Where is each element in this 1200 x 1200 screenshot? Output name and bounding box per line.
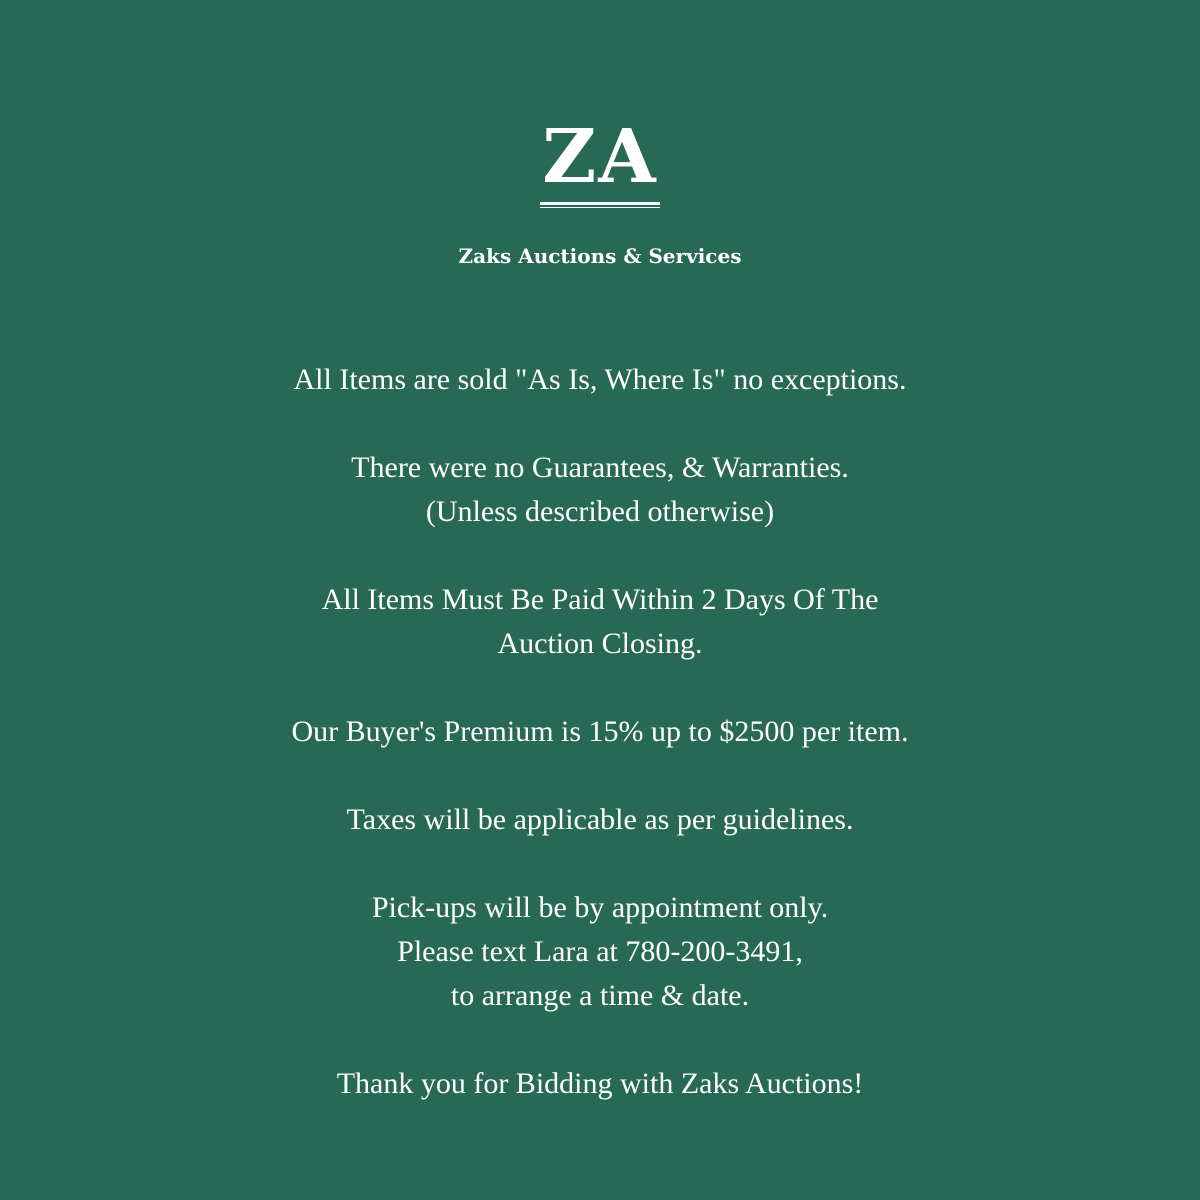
terms-list	[100, 358, 1100, 1150]
term-buyers-premium	[100, 710, 1100, 754]
logo-underline-thin	[540, 207, 660, 208]
term-no-guarantees	[100, 446, 1100, 534]
term-line: Our Buyer's Premium is 15% up to $2500 per item.	[291, 715, 909, 748]
logo-underline	[540, 202, 660, 205]
term-taxes	[100, 798, 1100, 842]
term-line: Please text Lara at 780-200-3491,	[397, 935, 803, 968]
term-line: Thank you for Bidding with Zaks Auctions!	[336, 1067, 864, 1100]
term-line: All Items Must Be Paid Within 2 Days Of The	[321, 583, 879, 616]
logo	[0, 114, 1200, 208]
company-name: Zaks Auctions & Services	[458, 244, 742, 268]
term-line: Taxes will be applicable as per guidelines.	[346, 803, 854, 836]
term-line: to arrange a time & date.	[450, 979, 750, 1012]
term-line: All Items are sold "As Is, Where Is" no exceptions.	[293, 363, 907, 396]
term-line: Auction Closing.	[497, 627, 703, 660]
term-line: There were no Guarantees, & Warranties.	[351, 451, 849, 484]
term-line: Pick-ups will be by appointment only.	[371, 891, 829, 924]
logo-mark: ZA	[542, 114, 658, 200]
term-thank-you	[100, 1062, 1100, 1106]
term-pickups	[100, 886, 1100, 1018]
term-line: (Unless described otherwise)	[425, 495, 775, 528]
term-payment	[100, 578, 1100, 666]
term-as-is	[100, 358, 1100, 402]
